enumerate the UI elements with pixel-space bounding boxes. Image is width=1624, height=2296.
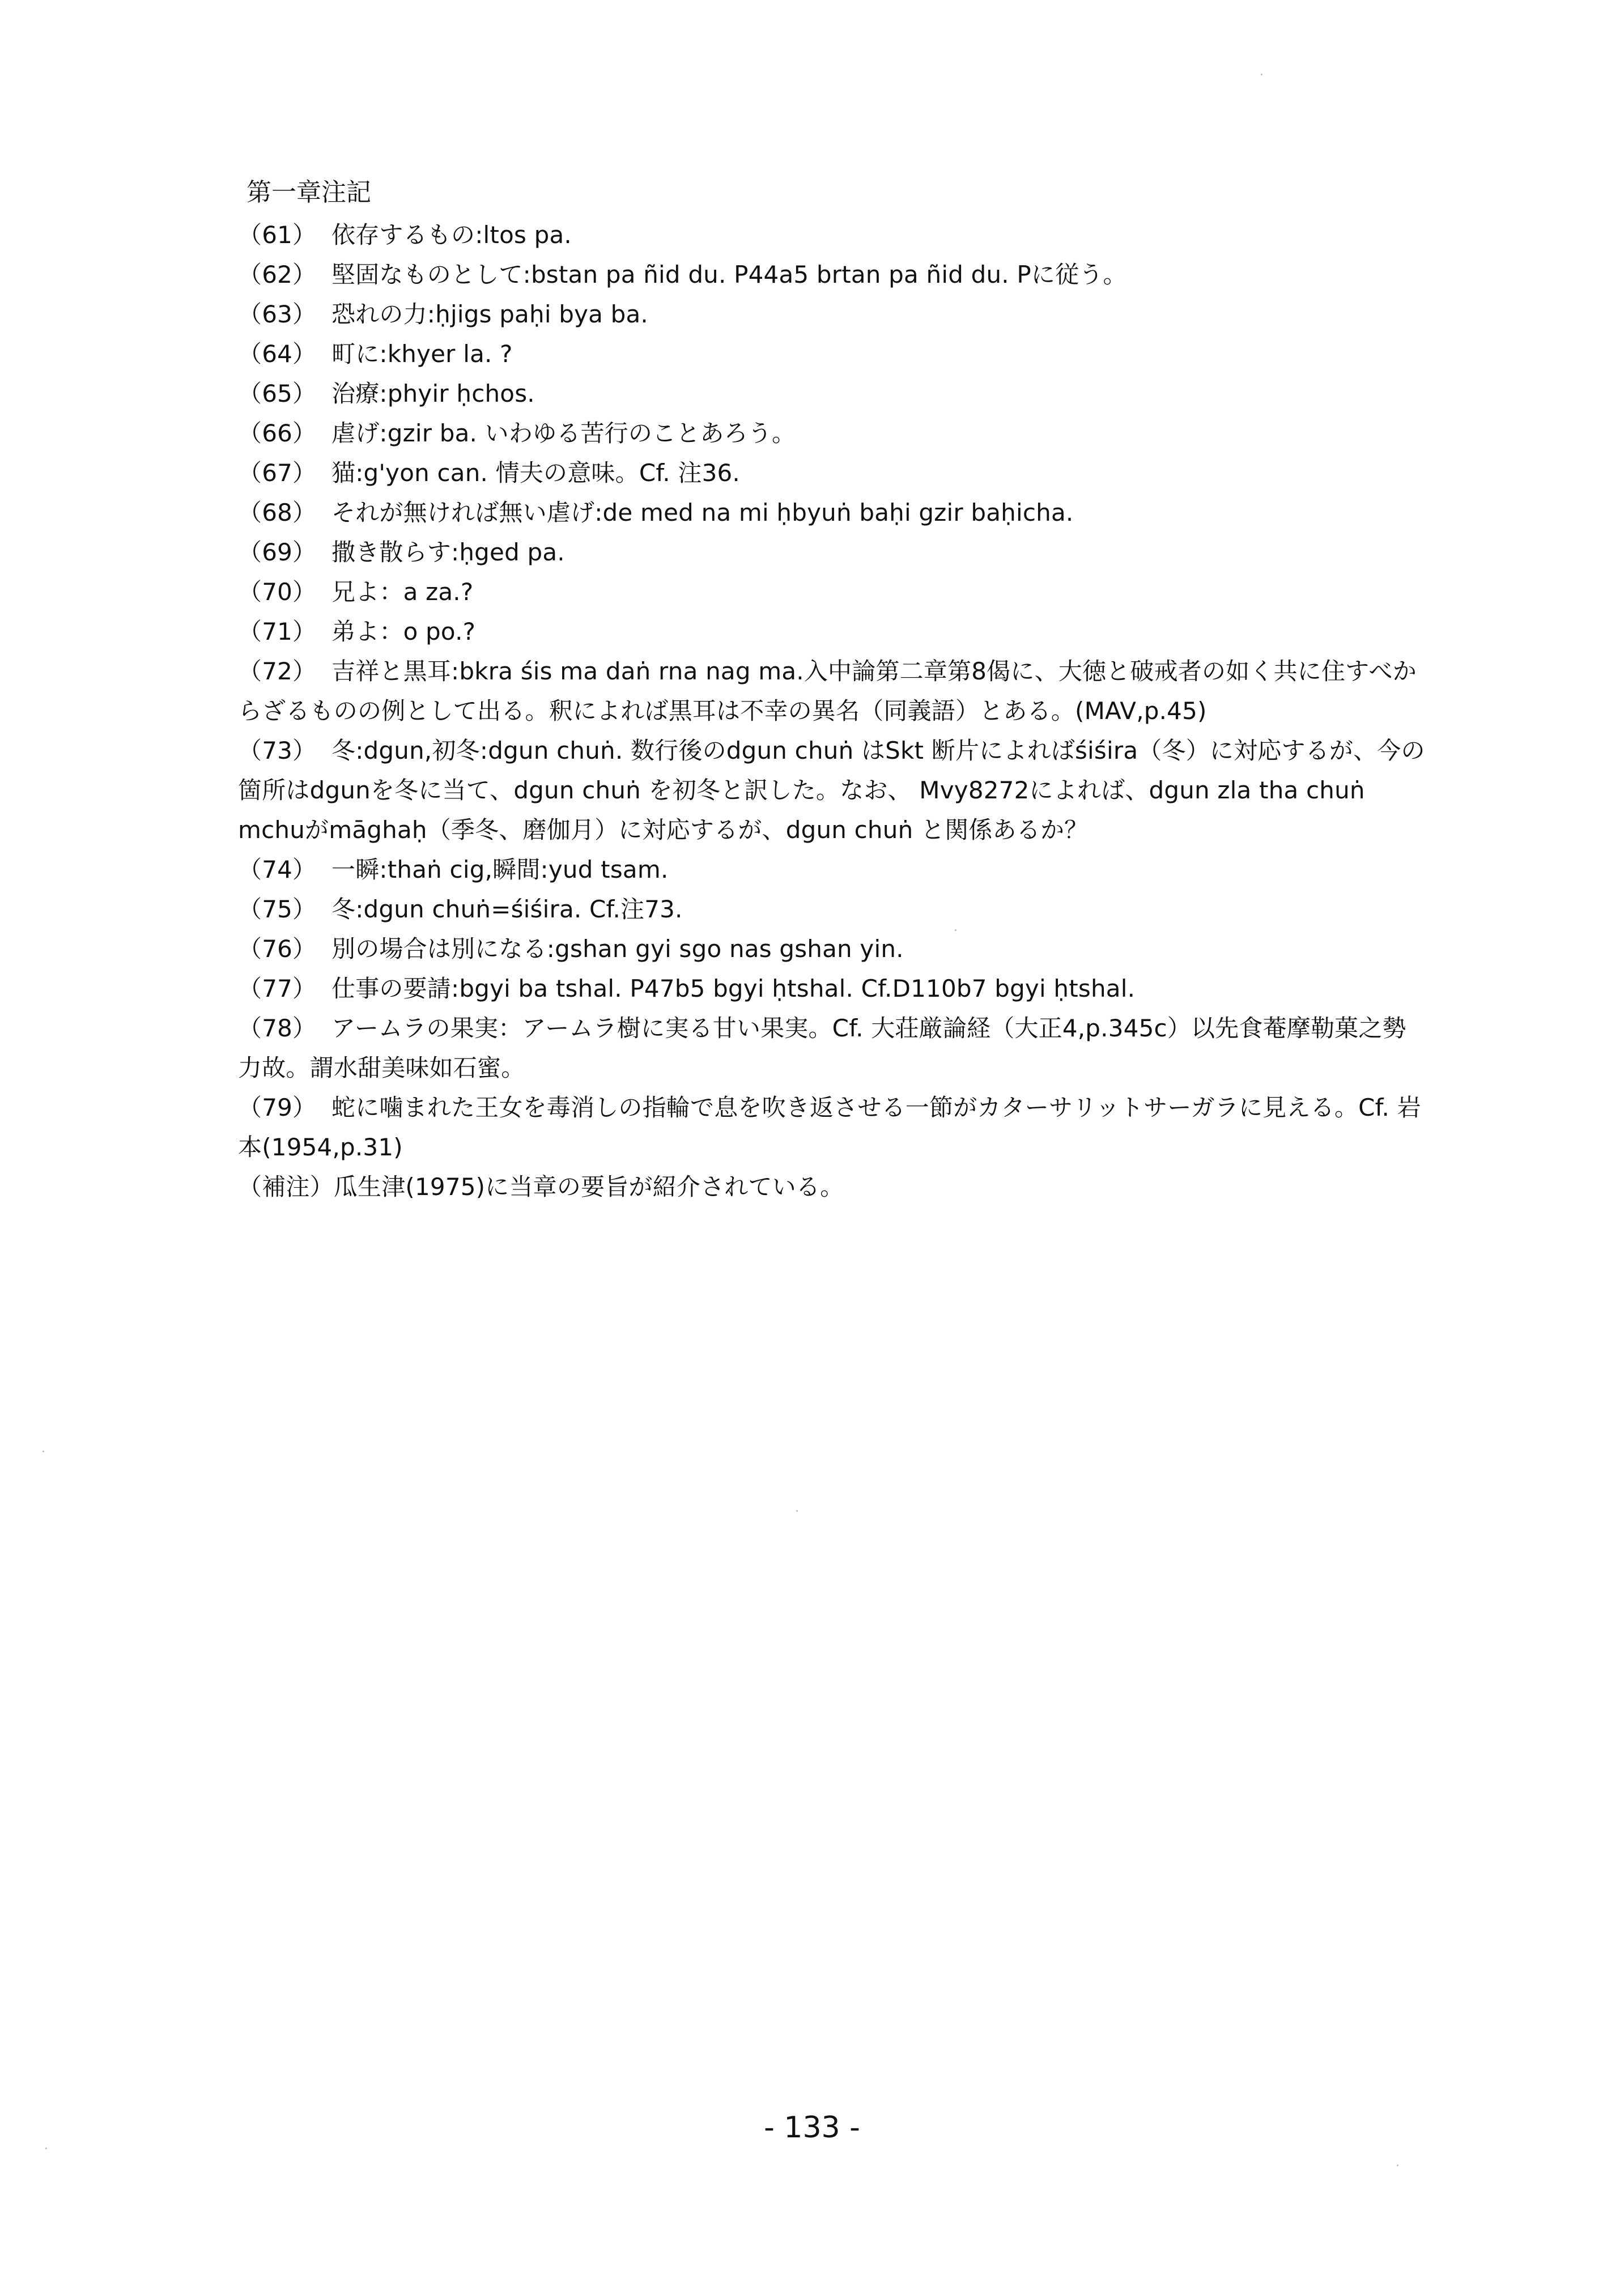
note-number: （78）: [238, 1014, 317, 1042]
note-number: （74）: [238, 856, 317, 883]
note-text: 兄よ：a za.?: [331, 578, 474, 606]
note-number: （68）: [238, 499, 317, 526]
note-number: （72）: [238, 657, 317, 685]
notes-list: [238, 215, 1428, 1207]
scan-speck: [1397, 2165, 1398, 2166]
note-number: （65）: [238, 380, 317, 407]
note-number: （補注）: [238, 1173, 334, 1201]
note-text: 冬:dgun,初冬:dgun chuṅ. 数行後のdgun chuṅ はSkt 断片によればśiśira（冬）に対応するが、今の箇所はdgunを冬に当て、dgun chuṅ を初冬と訳した。なお、 Mvy8272によれば、dgun zla tha chuṅ mchuがmāghaḥ（季冬、磨伽月）に対応するが、dgun chuṅ と関係あるか？: [238, 737, 1425, 844]
scan-speck: [796, 1510, 798, 1512]
note-74: [238, 850, 1428, 890]
note-number: （73）: [238, 737, 317, 764]
scan-speck: [42, 1451, 44, 1452]
note-number: （70）: [238, 578, 317, 606]
note-text: 堅固なものとして:bstan pa ñid du. P44a5 brtan pa ñid du. Pに従う。: [331, 261, 1127, 288]
note-71: [238, 612, 1428, 652]
note-supplement: [238, 1167, 1428, 1207]
note-text: 虐げ:gzir ba. いわゆる苦行のことあろう。: [331, 419, 796, 447]
note-text: 依存するもの:ltos pa.: [331, 221, 572, 249]
page-number: - 133 -: [764, 2111, 860, 2145]
note-79: [238, 1088, 1428, 1167]
note-62: [238, 255, 1428, 295]
note-number: （62）: [238, 261, 317, 288]
note-68: [238, 493, 1428, 533]
scan-speck: [45, 2148, 47, 2149]
note-number: （69）: [238, 538, 317, 566]
note-number: （71）: [238, 618, 317, 645]
note-66: [238, 414, 1428, 453]
note-73: [238, 731, 1428, 850]
note-78: [238, 1009, 1428, 1088]
note-text: 町に:khyer la. ?: [331, 340, 513, 368]
note-61: [238, 215, 1428, 255]
note-number: （61）: [238, 221, 317, 249]
note-64: [238, 334, 1428, 374]
note-63: [238, 295, 1428, 334]
note-65: [238, 374, 1428, 414]
note-text: 恐れの力:ḥjigs paḥi bya ba.: [331, 300, 648, 328]
note-text: 治療:phyir ḥchos.: [331, 380, 535, 407]
note-text: 一瞬:thaṅ cig,瞬間:yud tsam.: [331, 856, 669, 883]
scan-speck: [955, 929, 956, 931]
note-text: 撒き散らす:ḥged pa.: [331, 538, 565, 566]
note-text: 蛇に噛まれた王女を毒消しの指輪で息を吹き返させる一節がカターサリットサーガラに見える。Cf. 岩本(1954,p.31): [238, 1094, 1421, 1161]
note-text: 吉祥と黒耳:bkra śis ma daṅ rna nag ma.入中論第二章第8偈に、大徳と破戒者の如く共に住すべからざるものの例として出る。釈によれば黒耳は不幸の異名（同義語）とある。(MAV,p.45): [238, 657, 1417, 725]
scan-speck: [1261, 74, 1262, 75]
note-text: 猫:g'yon can. 情夫の意味。Cf. 注36.: [331, 459, 740, 487]
note-text: それが無ければ無い虐げ:de med na mi ḥbyuṅ baḥi gzir baḥicha.: [331, 499, 1074, 526]
note-number: （64）: [238, 340, 317, 368]
note-77: [238, 969, 1428, 1009]
note-70: [238, 572, 1428, 612]
note-text: 瓜生津(1975)に当章の要旨が紹介されている。: [333, 1173, 844, 1201]
note-76: [238, 929, 1428, 969]
note-text: 別の場合は別になる:gshan gyi sgo nas gshan yin.: [331, 935, 904, 963]
note-number: （67）: [238, 459, 317, 487]
note-75: [238, 890, 1428, 929]
note-number: （63）: [238, 300, 317, 328]
note-text: 弟よ：o po.?: [331, 618, 476, 645]
note-number: （76）: [238, 935, 317, 963]
note-number: （79）: [238, 1094, 317, 1121]
note-text: アームラの果実：アームラ樹に実る甘い果実。Cf. 大荘厳論経（大正4,p.345c）以先食菴摩勒菓之勢力故。謂水甜美味如石蜜。: [238, 1014, 1406, 1082]
section-heading: 第一章注記: [246, 178, 371, 207]
note-number: （77）: [238, 975, 317, 1002]
note-67: [238, 453, 1428, 493]
note-72: [238, 652, 1428, 731]
note-text: 仕事の要請:bgyi ba tshal. P47b5 bgyi ḥtshal. Cf.D110b7 bgyi ḥtshal.: [331, 975, 1136, 1002]
note-number: （75）: [238, 895, 317, 923]
note-number: （66）: [238, 419, 317, 447]
note-text: 冬:dgun chuṅ=śiśira. Cf.注73.: [331, 895, 683, 923]
note-69: [238, 533, 1428, 572]
